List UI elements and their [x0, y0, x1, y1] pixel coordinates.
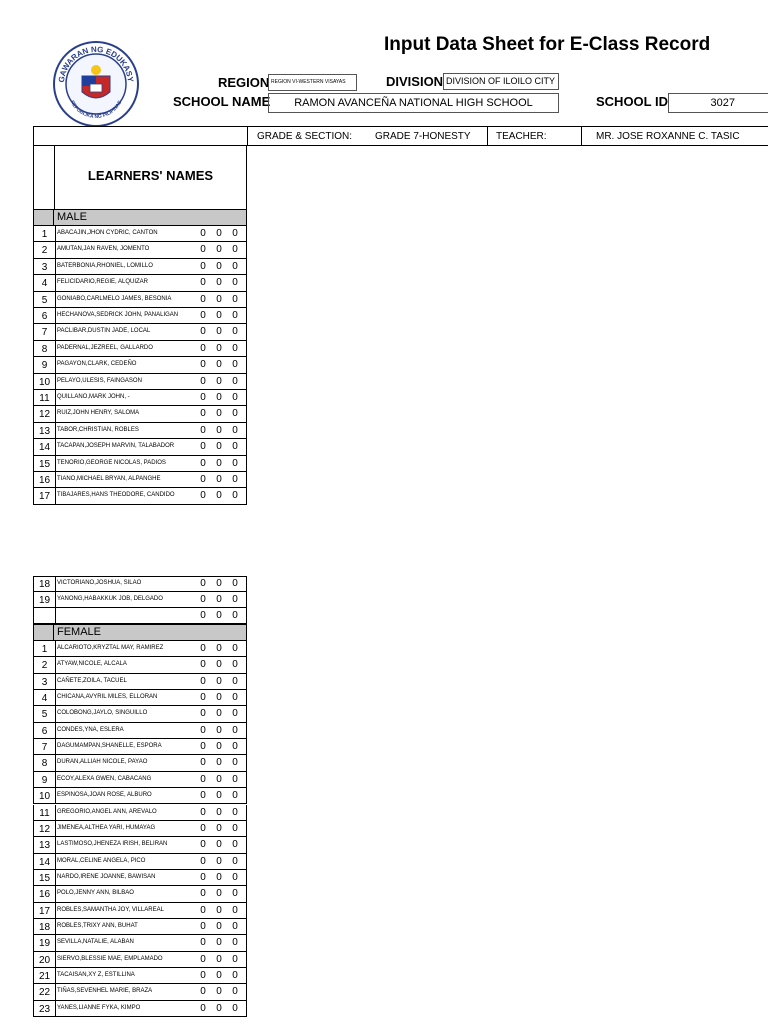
learner-row — [33, 837, 247, 853]
learner-number: 15 — [38, 872, 51, 884]
learner-score[interactable]: 0 — [200, 457, 206, 469]
learner-score[interactable]: 0 — [200, 741, 206, 753]
learner-score[interactable]: 0 — [232, 708, 238, 720]
learner-score[interactable]: 0 — [232, 326, 238, 338]
learner-score[interactable]: 0 — [200, 806, 206, 818]
learner-name[interactable]: TACAISAN,XY Z, ESTILLINA — [57, 972, 135, 978]
learner-number: 5 — [41, 294, 48, 306]
learner-name[interactable]: POLO,JENNY ANN, BILBAO — [57, 890, 134, 897]
learner-score[interactable]: 0 — [200, 888, 206, 900]
learner-name[interactable]: ROBLES,TRIXY ANN, BUHAT — [57, 922, 138, 929]
learner-score[interactable]: 0 — [232, 953, 238, 965]
learner-score[interactable]: 0 — [232, 490, 238, 502]
learner-score[interactable]: 0 — [200, 970, 206, 981]
learner-score[interactable]: 0 — [232, 839, 238, 851]
learner-score[interactable]: 0 — [232, 643, 238, 654]
female-label: FEMALE — [57, 626, 102, 638]
learner-score[interactable]: 0 — [200, 342, 206, 354]
learner-row — [33, 488, 247, 504]
learner-score[interactable]: 0 — [216, 806, 222, 818]
learner-score[interactable]: 0 — [200, 839, 206, 851]
learner-score[interactable]: 0 — [232, 610, 238, 621]
learner-score[interactable]: 0 — [232, 986, 238, 998]
learner-score[interactable]: 0 — [232, 375, 238, 387]
learner-row — [33, 984, 247, 1000]
learner-score[interactable]: 0 — [232, 822, 238, 834]
learner-row — [33, 275, 247, 291]
learner-score[interactable]: 0 — [232, 724, 238, 736]
learner-row — [33, 854, 247, 870]
learner-score[interactable]: 0 — [216, 457, 222, 469]
learner-row — [33, 226, 247, 242]
learner-score[interactable]: 0 — [200, 424, 206, 436]
learner-name[interactable]: GREGORIO,ANGEL ANN, AREVALO — [57, 808, 157, 815]
learner-number: 4 — [41, 278, 48, 290]
page-title: Input Data Sheet for E-Class Record — [384, 34, 711, 55]
learner-name[interactable]: BATERBONIA,RHONIEL, LOMILLO — [57, 262, 153, 269]
learner-score[interactable]: 0 — [216, 970, 222, 981]
learner-name[interactable]: CHICANA,AVYRIL MILES, ELLORAN — [57, 694, 158, 701]
learner-score[interactable]: 0 — [216, 424, 222, 436]
learner-number: 13 — [38, 840, 51, 852]
learner-number: 23 — [38, 1003, 51, 1015]
learner-score[interactable]: 0 — [232, 790, 238, 802]
female-section-header — [33, 624, 247, 641]
learner-score[interactable]: 0 — [200, 474, 206, 485]
learner-name[interactable]: HECHANOVA,SEDRICK JOHN, PANALIGAN — [57, 312, 179, 318]
learner-number: 1 — [41, 229, 48, 240]
learner-number: 9 — [41, 360, 48, 372]
learner-name[interactable]: SIERVO,BLESSIE MAE, EMPLAMADO — [57, 955, 163, 962]
learner-score[interactable]: 0 — [232, 741, 238, 753]
learner-score[interactable]: 0 — [200, 920, 206, 932]
learner-row — [33, 259, 247, 275]
learner-score[interactable]: 0 — [216, 244, 222, 256]
learner-score[interactable]: 0 — [232, 277, 238, 289]
learner-number: 9 — [41, 774, 48, 786]
learner-score[interactable]: 0 — [216, 392, 222, 403]
learner-row — [33, 390, 247, 406]
male-section-header — [33, 209, 247, 226]
learner-row — [33, 341, 247, 357]
learner-score[interactable]: 0 — [232, 937, 238, 949]
learner-name[interactable]: COLOBONG,JAYLO, SINGUILLO — [57, 710, 148, 717]
learners-names-heading: LEARNERS' NAMES — [87, 168, 214, 183]
learner-score[interactable]: 0 — [200, 692, 206, 704]
learner-score[interactable]: 0 — [216, 953, 222, 965]
learner-number: 10 — [38, 376, 51, 388]
learner-row — [33, 439, 247, 455]
learner-name[interactable]: LASTIMOSO,JHENEZA IRISH, BELIRAN — [57, 841, 168, 848]
learner-number: 16 — [38, 889, 51, 901]
learner-score[interactable]: 0 — [216, 359, 222, 371]
learner-score[interactable]: 0 — [200, 359, 206, 371]
learner-score[interactable]: 0 — [232, 293, 238, 305]
learner-name[interactable]: TABOR,CHRISTIAN, ROBLES — [57, 426, 139, 433]
learner-score[interactable]: 0 — [232, 359, 238, 371]
learner-score[interactable]: 0 — [216, 871, 222, 883]
learner-row — [33, 242, 247, 258]
learner-number: 17 — [38, 905, 51, 917]
learner-name[interactable]: PADERNAL,JEZREEL, GALLARDO — [57, 344, 153, 351]
learner-score[interactable]: 0 — [232, 659, 238, 671]
learner-score[interactable]: 0 — [216, 708, 222, 720]
learner-row — [33, 357, 247, 373]
learner-score[interactable]: 0 — [216, 260, 222, 272]
learner-score[interactable]: 0 — [232, 773, 238, 785]
learner-number: 4 — [41, 693, 48, 705]
learner-name[interactable]: DURAN,ALLIAH NICOLE, PAYAO — [57, 759, 148, 766]
learner-score[interactable]: 0 — [200, 675, 206, 687]
learner-row — [33, 755, 247, 771]
learner-score[interactable]: 0 — [216, 839, 222, 851]
learner-score[interactable]: 0 — [216, 986, 222, 998]
learner-score[interactable]: 0 — [200, 822, 206, 834]
learner-score[interactable]: 0 — [200, 277, 206, 289]
learner-score[interactable]: 0 — [200, 408, 206, 420]
learner-score[interactable]: 0 — [200, 244, 206, 256]
learner-score[interactable]: 0 — [200, 708, 206, 720]
learner-name[interactable]: JIMENEA,ALTHEA YARI, HUMAYAG — [57, 824, 156, 831]
learner-row — [33, 805, 247, 821]
learner-number: 18 — [38, 921, 51, 933]
learner-score[interactable]: 0 — [200, 790, 206, 802]
learner-row — [33, 324, 247, 340]
learner-score[interactable]: 0 — [216, 920, 222, 932]
learner-row — [33, 706, 247, 722]
learner-score[interactable]: 0 — [200, 441, 206, 453]
learner-row — [33, 1001, 247, 1017]
learner-score[interactable]: 0 — [216, 675, 222, 687]
learner-score[interactable]: 0 — [216, 822, 222, 834]
learner-score[interactable]: 0 — [232, 228, 238, 239]
learner-number: 8 — [41, 343, 48, 355]
learner-name[interactable]: ALCARIOTO,KRYZTAL MAY, RAMIREZ — [57, 645, 164, 651]
learner-score[interactable]: 0 — [200, 260, 206, 272]
learner-score[interactable]: 0 — [216, 326, 222, 338]
learner-score[interactable]: 0 — [216, 790, 222, 802]
learner-score[interactable]: 0 — [232, 920, 238, 932]
learner-row — [33, 821, 247, 837]
learner-score[interactable]: 0 — [232, 441, 238, 453]
learner-name[interactable]: ESPINOSA,JOAN ROSE, ALBURO — [57, 792, 152, 799]
learner-number: 20 — [38, 954, 51, 966]
learner-name[interactable]: TIÑAS,SEVENHEL MARIE, BRAZA — [57, 988, 153, 995]
learner-number: 6 — [41, 725, 48, 737]
learner-score[interactable]: 0 — [232, 970, 238, 981]
learner-row — [33, 472, 247, 488]
class-info-row — [33, 126, 768, 146]
learner-number: 3 — [41, 261, 48, 273]
learner-score[interactable]: 0 — [200, 643, 206, 654]
learner-row — [33, 308, 247, 324]
learner-score[interactable]: 0 — [216, 408, 222, 420]
learner-row — [33, 657, 247, 673]
learner-score[interactable]: 0 — [216, 757, 222, 769]
region-field — [268, 74, 357, 91]
school-name-value: RAMON AVANCEÑA NATIONAL HIGH SCHOOL — [294, 97, 533, 109]
learner-score[interactable]: 0 — [200, 293, 206, 305]
learner-number: 6 — [41, 311, 48, 322]
learner-name[interactable]: YANES,LIANNE FYKA, KIMPO — [57, 1004, 141, 1011]
learner-number: 19 — [38, 595, 51, 606]
learner-row — [33, 423, 247, 439]
learner-number: 17 — [38, 491, 51, 503]
school-id-field — [668, 93, 768, 113]
learner-row — [33, 674, 247, 690]
learner-score[interactable]: 0 — [200, 375, 206, 387]
learner-score[interactable]: 0 — [216, 474, 222, 485]
learner-score[interactable]: 0 — [232, 457, 238, 469]
learner-score[interactable]: 0 — [200, 937, 206, 949]
learner-number: 22 — [38, 987, 51, 999]
learner-number: 14 — [38, 856, 51, 868]
learner-row — [33, 456, 247, 472]
learner-score[interactable]: 0 — [200, 757, 206, 769]
learner-row — [33, 608, 247, 624]
learner-number: 12 — [38, 823, 51, 835]
learner-score[interactable]: 0 — [232, 392, 238, 403]
learner-score[interactable]: 0 — [232, 578, 238, 589]
learner-score[interactable]: 0 — [216, 724, 222, 736]
learner-name[interactable]: NARDO,IRENE JOANNE, BAWISAN — [57, 873, 156, 880]
learner-name[interactable]: RUIZ,JOHN HENRY, SALOMA — [57, 410, 140, 417]
learner-score[interactable]: 0 — [232, 757, 238, 769]
learner-row — [33, 788, 247, 804]
learner-score[interactable]: 0 — [216, 741, 222, 753]
male-label: MALE — [57, 211, 87, 223]
learner-number: 3 — [41, 676, 48, 688]
learner-row — [33, 374, 247, 390]
learner-number: 19 — [38, 938, 51, 950]
learner-score[interactable]: 0 — [232, 904, 238, 916]
learner-score[interactable]: 0 — [232, 260, 238, 272]
learner-name[interactable]: MORAL,CELINE ANGELA, PICO — [57, 857, 146, 864]
learner-name[interactable]: YANONG,HABAKKUK JOB, DELGADO — [57, 596, 163, 602]
learner-row — [33, 903, 247, 919]
learner-score[interactable]: 0 — [232, 855, 238, 867]
learner-score[interactable]: 0 — [216, 342, 222, 354]
learner-name[interactable]: CAÑETE,ZOILA, TACUEL — [57, 677, 127, 684]
learner-name[interactable]: ECOY,ALEXA GWEN, CABACANG — [57, 775, 152, 782]
division-field — [443, 73, 559, 90]
school-name-field — [268, 93, 559, 113]
learner-name[interactable]: PACLIBAR,DUSTIN JADE, LOCAL — [57, 328, 151, 335]
learner-row — [33, 968, 247, 984]
learner-number: 10 — [38, 791, 51, 803]
learner-score[interactable]: 0 — [216, 1002, 222, 1014]
learner-score[interactable]: 0 — [200, 310, 206, 321]
region-label: REGION — [218, 75, 270, 90]
learner-score[interactable]: 0 — [200, 228, 206, 239]
learner-number: 14 — [38, 442, 51, 454]
learner-score[interactable]: 0 — [216, 228, 222, 239]
division-value: DIVISION OF ILOILO CITY — [446, 76, 556, 86]
learner-score[interactable]: 0 — [232, 675, 238, 687]
learner-number: 1 — [41, 644, 48, 655]
learner-row — [33, 952, 247, 968]
learner-row — [33, 690, 247, 706]
learner-score[interactable]: 0 — [216, 855, 222, 867]
learner-score[interactable]: 0 — [200, 490, 206, 502]
learners-header-block — [33, 146, 247, 210]
learner-name[interactable]: PELAYO,ULESIS, FAINGASON — [57, 377, 142, 384]
learner-score[interactable]: 0 — [200, 904, 206, 916]
learner-number: 2 — [41, 660, 48, 672]
learner-score[interactable]: 0 — [216, 692, 222, 704]
learner-score[interactable]: 0 — [216, 888, 222, 900]
learner-score[interactable]: 0 — [216, 310, 222, 321]
learner-score[interactable]: 0 — [200, 986, 206, 998]
learner-name[interactable]: SEVILLA,NATALIE, ALABAN — [57, 939, 134, 946]
learner-score[interactable]: 0 — [232, 1002, 238, 1014]
learner-row — [33, 772, 247, 788]
learner-score[interactable]: 0 — [200, 773, 206, 785]
learner-name[interactable]: ROBLES,SAMANTHA JOY, VILLAREAL — [57, 906, 164, 913]
learner-score[interactable]: 0 — [200, 871, 206, 883]
learner-score[interactable]: 0 — [232, 594, 238, 605]
learner-score[interactable]: 0 — [200, 855, 206, 867]
learner-score[interactable]: 0 — [200, 610, 206, 621]
learner-name[interactable]: TIANO,MICHAEL BRYAN, ALPANGHE — [57, 476, 161, 482]
learner-name[interactable]: GONIABO,CARLMELO JAMES, BESONIA — [57, 295, 172, 302]
learner-name[interactable]: TENORIO,GEORGE NICOLAS, PADIOS — [57, 459, 166, 466]
learner-number: 11 — [39, 393, 50, 404]
learner-score[interactable]: 0 — [216, 659, 222, 671]
learner-score[interactable]: 0 — [216, 441, 222, 453]
deped-seal — [52, 40, 140, 128]
learner-score[interactable]: 0 — [216, 594, 222, 605]
learner-row — [33, 886, 247, 902]
learner-score[interactable]: 0 — [232, 474, 238, 485]
learner-score[interactable]: 0 — [216, 643, 222, 654]
svg-text:REPUBLIKA NG PILIPINAS: REPUBLIKA NG PILIPINAS — [68, 99, 124, 121]
learner-name[interactable]: QUILLANO,MARK JOHN, - — [57, 394, 130, 400]
learner-name[interactable]: ATYAW,NICOLE, ALCALA — [57, 661, 127, 668]
svg-text:KAGAWARAN NG EDUKASYON: GAWARAN NG EDUKASY — [56, 44, 136, 84]
learner-row — [33, 739, 247, 755]
learner-score[interactable]: 0 — [200, 594, 206, 605]
learner-score[interactable]: 0 — [232, 244, 238, 256]
learner-score[interactable]: 0 — [216, 490, 222, 502]
learner-name[interactable]: ABACAJIN,JHON CYDRIC, CANTON — [57, 230, 158, 236]
learner-score[interactable]: 0 — [216, 773, 222, 785]
learner-score[interactable]: 0 — [200, 326, 206, 338]
learner-score[interactable]: 0 — [232, 408, 238, 420]
learner-name[interactable]: VICTORIANO,JOSHUA, SILAO — [57, 580, 142, 586]
learner-number: 7 — [41, 742, 48, 754]
learner-score[interactable]: 0 — [216, 904, 222, 916]
learner-row — [33, 641, 247, 657]
learner-score[interactable]: 0 — [232, 342, 238, 354]
learner-number: 13 — [38, 425, 51, 437]
region-value: REGION VI-WESTERN VISAYAS — [271, 79, 346, 85]
learner-name[interactable]: TACAPAN,JOSEPH MARVIN, TALABADOR — [57, 443, 175, 450]
grade-section-value: GRADE 7-HONESTY — [375, 131, 471, 142]
learner-score[interactable]: 0 — [200, 659, 206, 671]
learner-row — [33, 406, 247, 422]
learner-score[interactable]: 0 — [200, 392, 206, 403]
learner-score[interactable]: 0 — [216, 937, 222, 949]
learner-row — [33, 576, 247, 592]
learner-number: 18 — [38, 579, 51, 590]
learner-name[interactable]: CONDES,YNA, ESLERA — [57, 726, 124, 733]
school-id-label: SCHOOL ID — [596, 94, 668, 109]
learner-number: 8 — [41, 758, 48, 770]
learner-score[interactable]: 0 — [232, 424, 238, 436]
learner-name[interactable]: AMUTAN,JAN RAVEN, JOMENTO — [57, 246, 150, 253]
learner-score[interactable]: 0 — [200, 724, 206, 736]
learner-number: 5 — [41, 709, 48, 721]
school-name-label: SCHOOL NAME — [173, 94, 271, 109]
learner-number: 16 — [38, 475, 51, 486]
learner-score[interactable]: 0 — [232, 871, 238, 883]
learner-score[interactable]: 0 — [216, 578, 222, 589]
school-id-value: 3027 — [710, 97, 735, 109]
learner-number: 2 — [41, 245, 48, 257]
learner-name[interactable]: DAGUMAMPAN,SHANELLE, ESPORA — [57, 743, 162, 750]
learner-score[interactable]: 0 — [200, 1002, 206, 1014]
learner-row — [33, 870, 247, 886]
learner-score[interactable]: 0 — [200, 953, 206, 965]
learner-row — [33, 592, 247, 608]
division-label: DIVISION — [386, 74, 444, 89]
learner-row — [33, 292, 247, 308]
learner-score[interactable]: 0 — [232, 806, 238, 818]
learner-score[interactable]: 0 — [216, 293, 222, 305]
learner-score[interactable]: 0 — [216, 277, 222, 289]
learner-score[interactable]: 0 — [232, 888, 238, 900]
learner-name[interactable]: TIBAJARES,HANS THEODORE, CANDIDO — [57, 492, 175, 499]
learner-number: 21 — [38, 971, 51, 982]
learner-row — [33, 723, 247, 739]
learner-score[interactable]: 0 — [216, 610, 222, 621]
learner-score[interactable]: 0 — [232, 692, 238, 704]
learner-score[interactable]: 0 — [200, 578, 206, 589]
learner-row — [33, 935, 247, 951]
learner-score[interactable]: 0 — [216, 375, 222, 387]
learner-number: 11 — [39, 807, 50, 819]
learner-number: 7 — [41, 327, 48, 339]
teacher-label: TEACHER: — [496, 131, 547, 142]
learner-number: 12 — [38, 409, 51, 421]
learner-name[interactable]: PAGAYON,CLARK, CEDEÑO — [57, 361, 137, 368]
learner-score[interactable]: 0 — [232, 310, 238, 321]
grade-section-label: GRADE & SECTION: — [257, 131, 353, 142]
learner-number: 15 — [38, 458, 51, 470]
learner-row — [33, 919, 247, 935]
learner-name[interactable]: FELICIDARIO,REGIE, ALQUIZAR — [57, 279, 149, 286]
teacher-value: MR. JOSE ROXANNE C. TASIC — [596, 131, 740, 142]
